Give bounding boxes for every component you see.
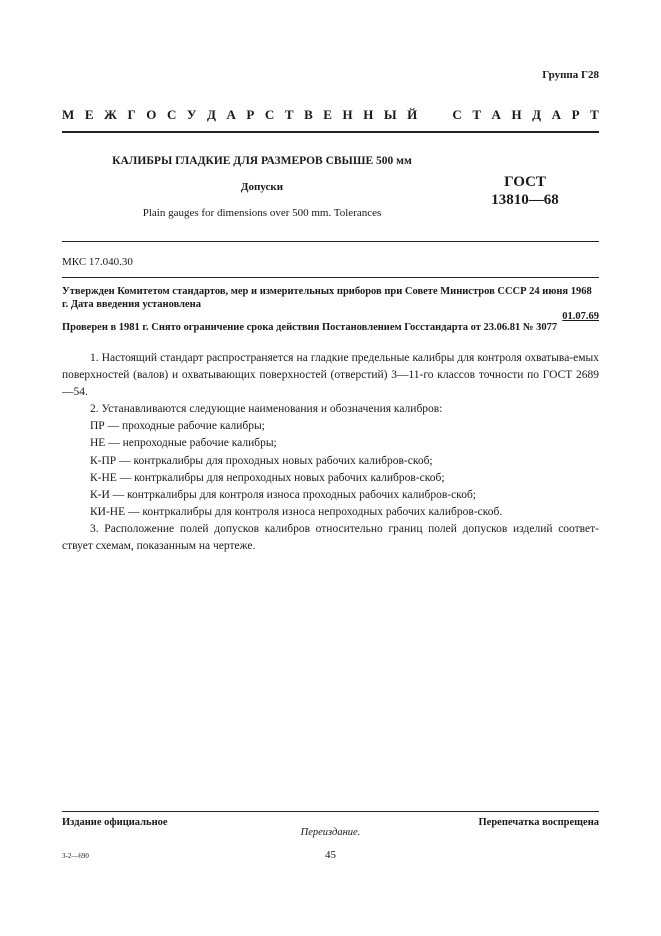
list-item: К-ПР — контркалибры для проходных новых рабочих калибров-скоб; — [90, 454, 433, 467]
banner-l-11: Т — [284, 107, 294, 122]
footer-rule — [62, 811, 599, 812]
introduction-date: 01.07.69 — [562, 311, 599, 322]
mks-rule — [62, 277, 599, 278]
group-code: Группа Г28 — [542, 69, 599, 81]
standard-title: КАЛИБРЫ ГЛАДКИЕ ДЛЯ РАЗМЕРОВ СВЫШЕ 500 мм — [112, 155, 412, 167]
banner-l-13: Е — [323, 107, 332, 122]
banner-l-2: Ж — [104, 107, 117, 122]
page-number: 45 — [325, 849, 336, 861]
banner-l-3: Г — [127, 107, 136, 122]
banner-r-1: Т — [472, 107, 481, 122]
english-title: Plain gauges for dimensions over 500 mm. Tolerances — [142, 207, 382, 219]
banner-r-7: Т — [590, 107, 599, 122]
banner-l-7: Д — [206, 107, 216, 122]
reissue-note: Переиздание. — [300, 827, 361, 838]
review-statement: Проверен в 1981 г. Снято ограничение срока действия Постановлением Госстандарта от 23.06.81 № 3077 — [62, 322, 558, 333]
banner-l-4: О — [146, 107, 157, 122]
banner-l-9: Р — [246, 107, 255, 122]
paragraph-2: 2. Устанавливаются следующие наименования и обозначения калибров: — [90, 403, 443, 416]
banner-l-14: Н — [342, 107, 353, 122]
list-item: КИ-НЕ — контркалибры для контроля износа непроходных рабочих калибров-скоб. — [90, 505, 503, 518]
list-item: НЕ — непроходные рабочие калибры; — [90, 437, 277, 450]
standard-body — [62, 350, 599, 555]
approval-statement: Утвержден Комитетом стандартов, мер и измерительных приборов при Совете Министров СССР 24 июня 1968 г. Дата введения установлена — [62, 286, 592, 310]
banner-l-5: С — [166, 107, 177, 122]
banner-l-1: Е — [84, 107, 94, 122]
banner-l-8: А — [226, 107, 236, 122]
paragraph-3: 3. Расположение полей допусков калибров относительно границ полей допусков изделий соответ-ствует схемам, показанным на чертеже. — [62, 522, 599, 553]
paragraph-1: 1. Настоящий стандарт распространяется на гладкие предельные калибры для контроля охватыва-емых поверхностей (валов) и охватывающих поверхностей (отверстий) 3—11-го классов точности по ГОСТ 2689—54. — [62, 352, 599, 399]
banner-l-16: Ы — [383, 107, 397, 122]
banner-gap — [428, 107, 442, 123]
print-code: 3-2—690 — [62, 852, 89, 860]
banner-r-0: С — [452, 107, 462, 122]
banner-r-2: А — [491, 107, 501, 122]
list-item: К-И — контркалибры для контроля износа проходных рабочих калибров-скоб; — [90, 488, 476, 501]
gost-number: 13810—68 — [491, 192, 559, 208]
reprint-prohibited: Перепечатка воспрещена — [478, 817, 599, 828]
banner-r-6: Р — [571, 107, 580, 122]
list-item: К-НЕ — контркалибры для непроходных новых рабочих калибров-скоб; — [90, 471, 445, 484]
banner-l-6: У — [186, 107, 197, 122]
gost-designation — [470, 173, 580, 209]
title-rule — [62, 241, 599, 242]
mks-code: МКС 17.040.30 — [62, 256, 133, 268]
banner-l-12: В — [304, 107, 313, 122]
banner-l-15: Н — [363, 107, 374, 122]
banner-l-0: М — [62, 107, 75, 122]
banner-r-5: А — [551, 107, 562, 122]
banner-r-3: Н — [511, 107, 522, 122]
banner-rule — [62, 131, 599, 133]
official-edition: Издание официальное — [62, 817, 168, 828]
list-item: ПР — проходные рабочие калибры; — [90, 420, 265, 433]
banner-l-17: Й — [407, 107, 418, 122]
banner-r-4: Д — [532, 107, 542, 122]
standard-subtitle: Допуски — [240, 181, 284, 193]
gost-label: ГОСТ — [504, 174, 546, 190]
standard-banner — [62, 107, 599, 123]
banner-l-10: С — [264, 107, 275, 122]
